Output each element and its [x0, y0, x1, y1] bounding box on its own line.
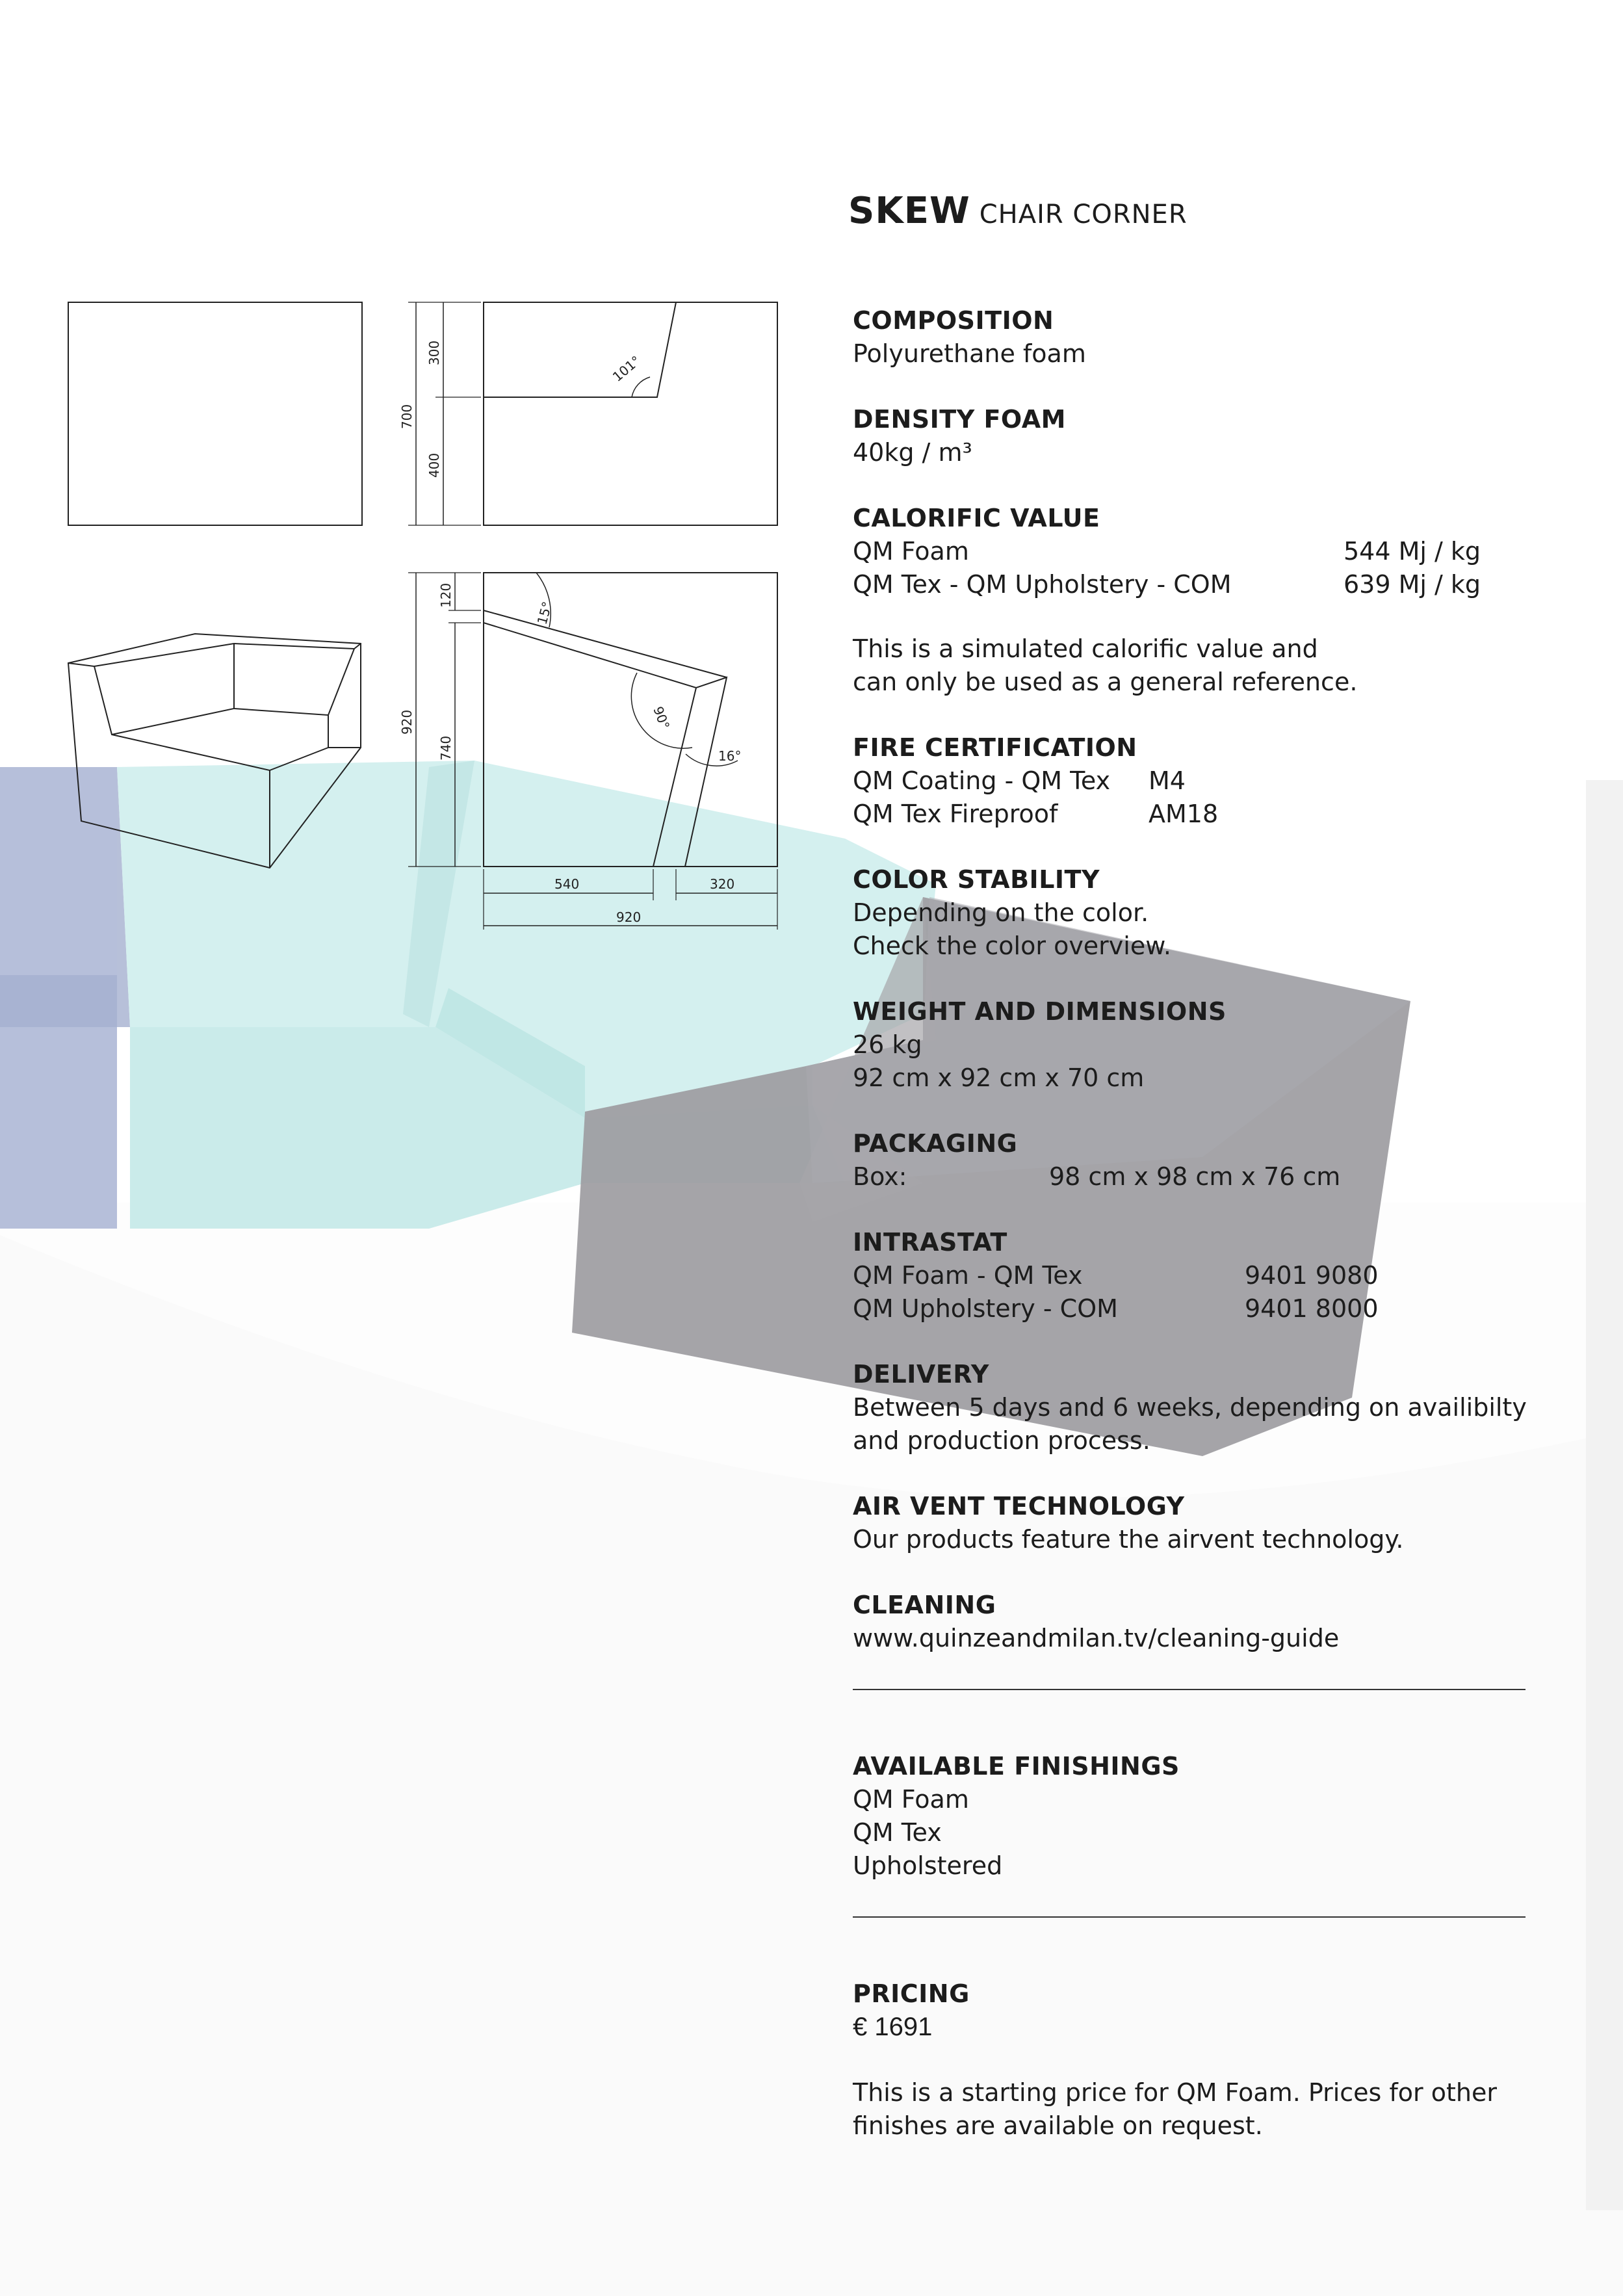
composition-heading: COMPOSITION [853, 306, 1054, 335]
color-stability-line: Check the color overview. [853, 932, 1171, 960]
density-heading: DENSITY FOAM [853, 405, 1066, 434]
dim-120: 120 [438, 582, 454, 608]
finishings-heading: AVAILABLE FINISHINGS [853, 1752, 1180, 1781]
weight-section [853, 995, 1555, 1095]
dim-920-horizontal: 920 [616, 909, 642, 925]
fire-value: M4 [1149, 766, 1186, 795]
dim-300: 300 [426, 340, 442, 365]
side-view-box [484, 302, 777, 525]
composition-section [853, 304, 1555, 371]
dim-700: 700 [399, 404, 415, 429]
pricing-section [853, 1977, 1555, 2044]
calorific-label: QM Foam [853, 537, 969, 566]
finishing-item: QM Foam [853, 1785, 969, 1814]
airvent-section [853, 1490, 1555, 1556]
spec-sheet [853, 304, 1555, 2175]
color-stability-line: Depending on the color. [853, 898, 1149, 927]
airvent-heading: AIR VENT TECHNOLOGY [853, 1492, 1185, 1520]
packaging-section [853, 1127, 1555, 1194]
intrastat-row [853, 1259, 1555, 1292]
calorific-note [853, 633, 1555, 699]
dim-320: 320 [710, 876, 735, 892]
calorific-note-line: This is a simulated calorific value and [853, 634, 1318, 663]
packaging-value: 98 cm x 98 cm x 76 cm [1049, 1162, 1341, 1191]
dim-740: 740 [438, 735, 454, 761]
finishing-item: Upholstered [853, 1851, 1003, 1880]
calorific-heading: CALORIFIC VALUE [853, 504, 1100, 532]
intrastat-code: 9401 9080 [1245, 1261, 1379, 1290]
top-view-box [68, 302, 362, 525]
packaging-heading: PACKAGING [853, 1129, 1018, 1158]
calorific-value: 544 Mj / kg [1344, 537, 1481, 566]
packaging-label: Box: [853, 1162, 907, 1191]
pricing-note-line: finishes are available on request. [853, 2111, 1263, 2140]
composition-value: Polyurethane foam [853, 339, 1086, 368]
delivery-heading: DELIVERY [853, 1360, 989, 1389]
calorific-section [853, 502, 1555, 601]
delivery-line: and production process. [853, 1426, 1150, 1455]
finishings-section [853, 1750, 1555, 1883]
intrastat-row [853, 1292, 1555, 1325]
pricing-note [853, 2076, 1555, 2143]
density-value: 40kg / m³ [853, 438, 972, 467]
intrastat-label: QM Upholstery - COM [853, 1294, 1118, 1323]
product-name: SKEW [848, 190, 970, 232]
delivery-line: Between 5 days and 6 weeks, depending on availibilty [853, 1393, 1527, 1422]
calorific-label: QM Tex - QM Upholstery - COM [853, 570, 1232, 599]
chair-perspective [68, 634, 361, 868]
cleaning-section [853, 1589, 1555, 1655]
intrastat-heading: INTRASTAT [853, 1228, 1007, 1257]
fire-row [853, 798, 1555, 831]
calorific-row [853, 568, 1555, 601]
section-divider [853, 1916, 1526, 1918]
angle-101: 101° [609, 352, 644, 385]
technical-drawings [0, 0, 812, 975]
weight-value: 26 kg [853, 1030, 922, 1059]
cleaning-link[interactable]: www.quinzeandmilan.tv/cleaning-guide [853, 1624, 1340, 1652]
color-stability-heading: COLOR STABILITY [853, 865, 1100, 894]
dim-400: 400 [426, 452, 442, 478]
weight-heading: WEIGHT AND DIMENSIONS [853, 997, 1227, 1026]
fire-heading: FIRE CERTIFICATION [853, 733, 1137, 762]
fire-label: QM Coating - QM Tex [853, 766, 1111, 795]
color-stability-section [853, 863, 1555, 963]
calorific-row [853, 535, 1555, 568]
product-title [848, 190, 1188, 232]
angle-90: 90° [650, 704, 673, 732]
price-value: € 1691 [853, 2013, 933, 2041]
intrastat-section [853, 1226, 1555, 1325]
fire-row [853, 764, 1555, 798]
plan-view-box [484, 573, 777, 867]
calorific-note-line: can only be used as a general reference. [853, 668, 1358, 696]
cleaning-heading: CLEANING [853, 1591, 996, 1619]
angle-15: 15° [534, 599, 556, 627]
intrastat-code: 9401 8000 [1245, 1294, 1379, 1323]
airvent-line: Our products feature the airvent technology. [853, 1525, 1404, 1554]
packaging-row [853, 1160, 1555, 1194]
product-subtitle: CHAIR CORNER [979, 200, 1188, 229]
delivery-section [853, 1358, 1555, 1457]
pricing-heading: PRICING [853, 1979, 970, 2008]
dim-920-vertical: 920 [399, 709, 415, 735]
section-divider [853, 1689, 1526, 1690]
dim-540: 540 [554, 876, 580, 892]
intrastat-label: QM Foam - QM Tex [853, 1261, 1083, 1290]
calorific-value: 639 Mj / kg [1344, 570, 1481, 599]
density-section [853, 403, 1555, 469]
pricing-note-line: This is a starting price for QM Foam. Prices for other [853, 2078, 1497, 2107]
fire-value: AM18 [1149, 800, 1219, 828]
fire-section [853, 731, 1555, 831]
finishing-item: QM Tex [853, 1818, 942, 1847]
angle-16: 16° [718, 748, 742, 764]
dimensions-value: 92 cm x 92 cm x 70 cm [853, 1063, 1145, 1092]
fire-label: QM Tex Fireproof [853, 800, 1058, 828]
